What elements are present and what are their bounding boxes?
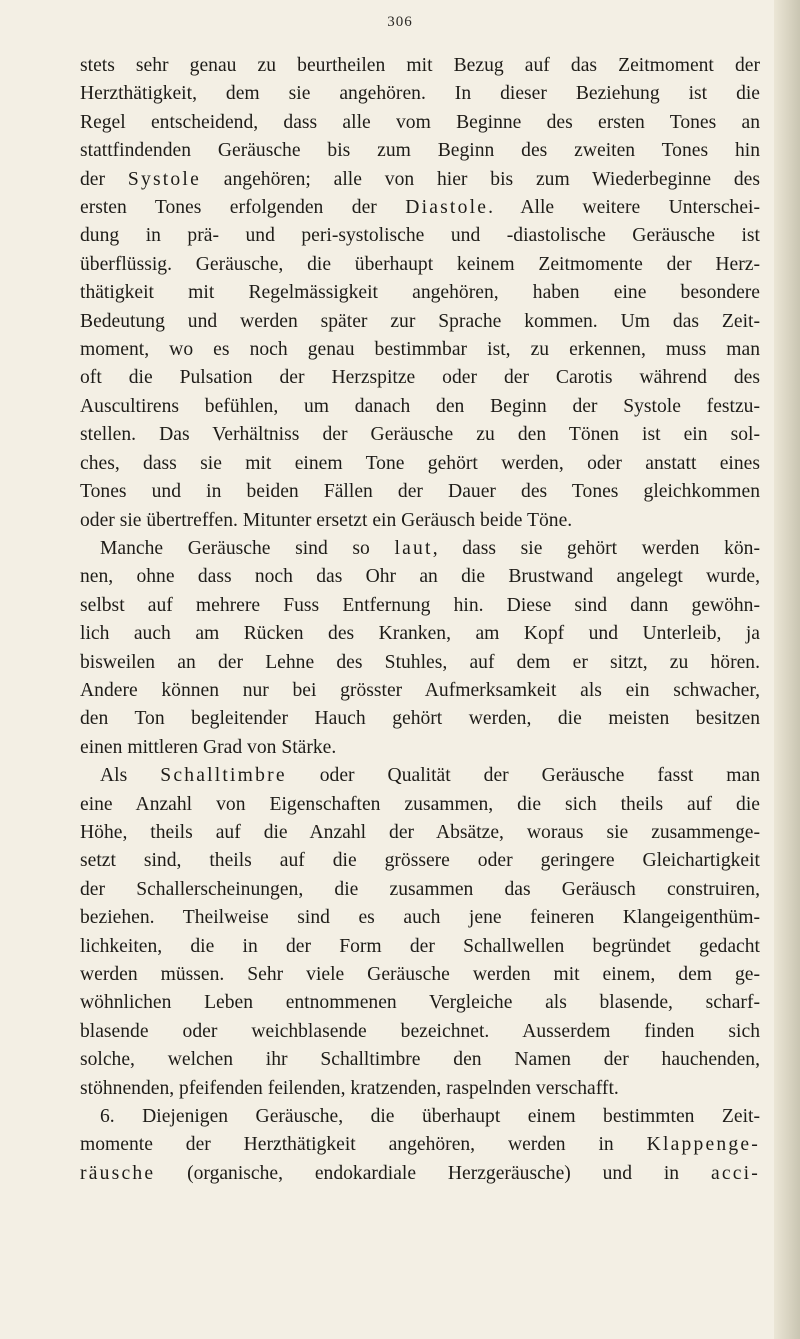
text-line — [80, 819, 760, 847]
text-segment: . Alle weitere Unterschei- — [488, 197, 760, 219]
text-line — [80, 1131, 760, 1159]
text-segment: Manche Geräusche sind so — [100, 537, 395, 559]
text-line — [80, 222, 760, 250]
text-line — [80, 308, 760, 336]
text-segment: , dass sie gehört werden kön- — [432, 537, 760, 559]
text-line — [80, 80, 760, 108]
text-segment: angehören; alle von hier bis zum Wiederbeginne des — [200, 168, 761, 190]
text-segment: stets sehr genau zu beurtheilen mit Bezug auf das Zeitmoment der — [80, 55, 760, 76]
text-segment: Bedeutung und werden später zur Sprache kommen. Um das Zeit- — [80, 310, 760, 332]
spaced-term: laut — [394, 537, 433, 559]
text-line — [80, 1046, 760, 1074]
text-line — [80, 762, 760, 790]
text-segment: der Schallerscheinungen, die zusammen das Geräusch construiren, — [80, 878, 760, 900]
text-segment: wöhnlichen Leben entnommenen Vergleiche als blasende, scharf- — [80, 992, 760, 1014]
text-segment: stattfindenden Geräusche bis zum Beginn des zweiten Tones hin — [80, 140, 760, 162]
text-line — [80, 421, 760, 449]
text-segment: setzt sind, theils auf die grössere oder geringere Gleichartigkeit — [80, 850, 760, 872]
text-line — [80, 393, 760, 421]
text-segment: Herzthätigkeit, dem sie angehören. In dieser Beziehung ist die — [80, 83, 760, 105]
document-body — [80, 52, 760, 1188]
text-segment: oder Qualität der Geräusche fasst man — [286, 765, 760, 787]
text-segment: Tones und in beiden Fällen der Dauer des Tones gleichkommen — [80, 481, 760, 503]
spaced-term: Klappenge- — [646, 1134, 760, 1156]
text-segment: Als — [100, 765, 161, 787]
text-segment: der — [80, 168, 128, 190]
text-segment: stöhnenden, pfeifenden feilenden, kratzenden, raspelnden verschafft. — [80, 1077, 619, 1099]
text-line — [80, 109, 760, 137]
text-line — [80, 166, 760, 194]
text-segment: Auscultirens befühlen, um danach den Beginn der Systole festzu- — [80, 395, 760, 417]
text-line — [80, 251, 760, 279]
text-segment: bisweilen an der Lehne des Stuhles, auf dem er sitzt, zu hören. — [80, 651, 760, 673]
text-line — [80, 961, 760, 989]
text-segment: solche, welchen ihr Schalltimbre den Namen der hauchenden, — [80, 1049, 760, 1071]
text-line — [80, 336, 760, 364]
spaced-term: räusche — [80, 1162, 156, 1184]
text-segment: ches, dass sie mit einem Tone gehört werden, oder anstatt eines — [80, 452, 760, 474]
text-line — [80, 52, 760, 80]
text-line — [80, 933, 760, 961]
text-line — [80, 734, 760, 762]
text-line — [80, 705, 760, 733]
text-line — [80, 904, 760, 932]
spaced-term: Schalltimbre — [160, 765, 287, 787]
text-segment: lich auch am Rücken des Kranken, am Kopf und Unterleib, ja — [80, 623, 760, 645]
text-segment: moment, wo es noch genau bestimmbar ist, zu erkennen, muss man — [80, 339, 760, 361]
text-line — [80, 450, 760, 478]
text-line — [80, 620, 760, 648]
text-line — [80, 1018, 760, 1046]
page-number: 306 — [387, 14, 413, 30]
text-segment: einen mittleren Grad von Stärke. — [80, 736, 337, 758]
text-segment: Höhe, theils auf die Anzahl der Absätze, woraus sie zusammenge- — [80, 821, 760, 843]
text-segment: beziehen. Theilweise sind es auch jene feineren Klangeigenthüm- — [80, 907, 760, 929]
text-segment: blasende oder weichblasende bezeichnet. Ausserdem finden sich — [80, 1020, 760, 1042]
text-segment: lichkeiten, die in der Form der Schallwellen begründet gedacht — [80, 935, 760, 957]
text-segment: thätigkeit mit Regelmässigkeit angehören, haben eine besondere — [80, 282, 760, 304]
spaced-term: Diastole — [405, 197, 489, 219]
text-line — [80, 1075, 760, 1103]
text-line — [80, 137, 760, 165]
text-segment: momente der Herzthätigkeit angehören, werden in — [80, 1134, 614, 1156]
text-segment: eine Anzahl von Eigenschaften zusammen, die sich theils auf die — [80, 793, 760, 815]
text-line — [80, 876, 760, 904]
text-line — [80, 847, 760, 875]
text-line — [80, 677, 760, 705]
text-line — [80, 1103, 760, 1131]
text-line — [80, 791, 760, 819]
text-line — [80, 649, 760, 677]
spaced-term: acci- — [710, 1162, 760, 1184]
text-line — [80, 194, 760, 222]
text-segment: Regel entscheidend, dass alle vom Beginne des ersten Tones an — [80, 111, 760, 133]
text-segment: Andere können nur bei grösster Aufmerksamkeit als ein schwacher, — [80, 679, 760, 701]
spaced-term: Systole — [127, 168, 201, 190]
text-segment: oder sie übertreffen. Mitunter ersetzt ein Geräusch beide Töne. — [80, 509, 573, 531]
text-line — [80, 535, 760, 563]
text-segment: überflüssig. Geräusche, die überhaupt keinem Zeitmomente der Herz- — [80, 253, 760, 275]
text-line — [80, 592, 760, 620]
text-line — [80, 989, 760, 1017]
text-line — [80, 279, 760, 307]
text-segment: dung in prä- und peri-systolische und -diastolische Geräusche ist — [80, 225, 760, 247]
text-segment: ersten Tones erfolgenden der — [80, 197, 406, 219]
text-line — [80, 478, 760, 506]
text-segment: nen, ohne dass noch das Ohr an die Brustwand angelegt wurde, — [80, 566, 760, 588]
text-line — [80, 364, 760, 392]
text-segment: selbst auf mehrere Fuss Entfernung hin. Diese sind dann gewöhn- — [80, 594, 760, 616]
text-segment: den Ton begleitender Hauch gehört werden, die meisten besitzen — [80, 708, 760, 730]
text-line — [80, 1160, 760, 1188]
text-segment: oft die Pulsation der Herzspitze oder der Carotis während des — [80, 367, 760, 389]
text-segment: stellen. Das Verhältniss der Geräusche zu den Tönen ist ein sol- — [80, 424, 760, 446]
text-segment: (organische, endokardiale Herzgeräusche) und in — [155, 1162, 711, 1184]
text-segment: 6. Diejenigen Geräusche, die überhaupt einem bestimmten Zeit- — [100, 1106, 760, 1128]
text-line — [80, 563, 760, 591]
page-edge-shadow — [774, 0, 800, 1339]
text-line — [80, 507, 760, 535]
text-segment: werden müssen. Sehr viele Geräusche werden mit einem, dem ge- — [80, 964, 760, 985]
